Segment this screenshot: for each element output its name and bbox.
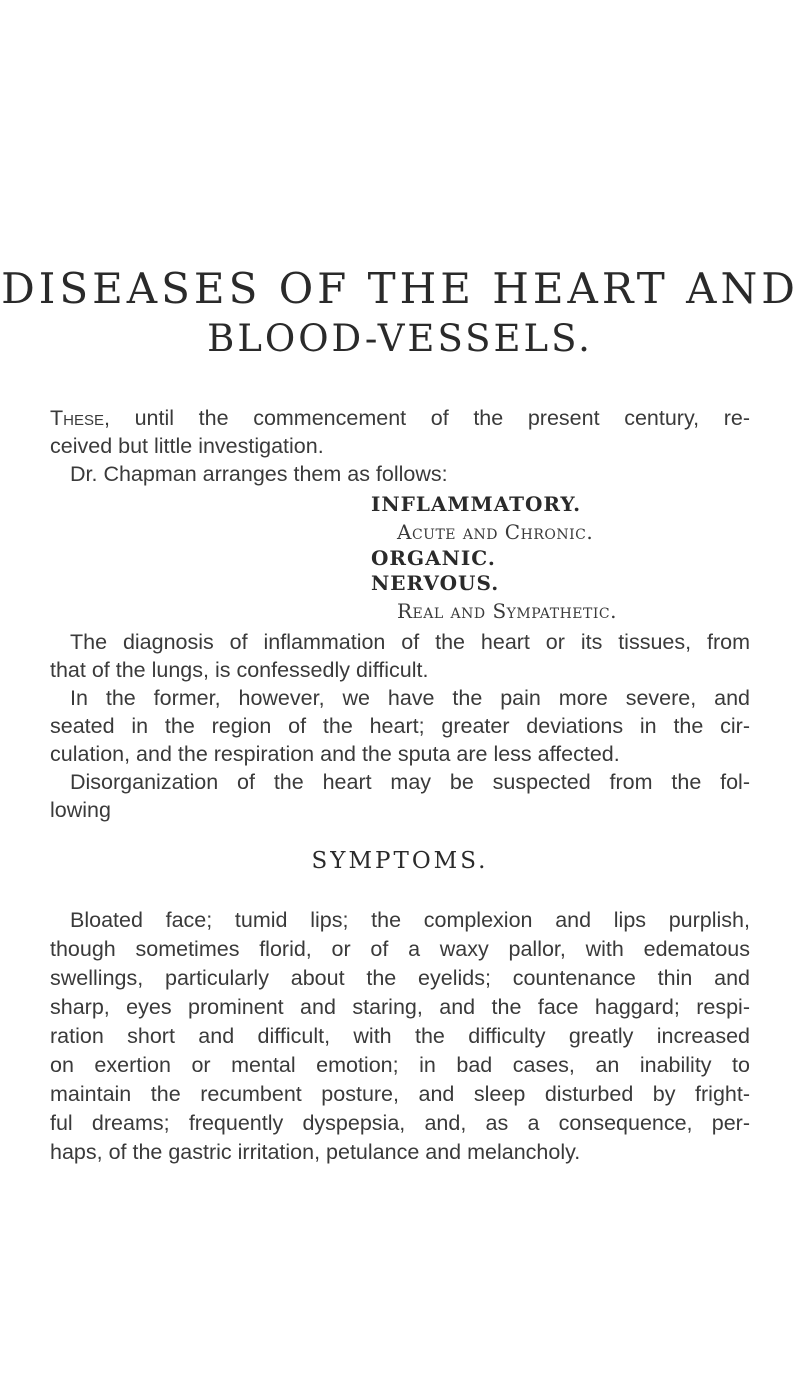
class-inflammatory: INFLAMMATORY. [371, 492, 582, 516]
diagnosis-line-1: The diagnosis of inflammation of the heart or its tissues, from [70, 630, 750, 654]
diagnosis-line-5: culation, and the respiration and the sputa are less affected. [50, 742, 620, 766]
intro-line-1-text: until the commencement of the present century, re- [109, 406, 750, 430]
class-nervous-sub: Real and Sympathetic. [397, 599, 617, 623]
diagnosis-line-2: that of the lungs, is confessedly difficult. [50, 658, 429, 682]
symptoms-heading: SYMPTOMS. [311, 848, 489, 874]
symptoms-line-2: though sometimes florid, or of a waxy pallor, with edematous [50, 937, 750, 961]
symptoms-line-5: ration short and difficult, with the difficulty greatly increased [50, 1024, 750, 1048]
symptoms-line-9: haps, of the gastric irritation, petulance and melancholy. [50, 1140, 581, 1164]
symptoms-line-3: swellings, particularly about the eyelids; countenance thin and [50, 966, 750, 990]
symptoms-line-8: ful dreams; frequently dyspepsia, and, as a consequence, per- [50, 1111, 750, 1135]
diagnosis-line-6: Disorganization of the heart may be suspected from the fol- [70, 770, 750, 794]
symptoms-line-1: Bloated face; tumid lips; the complexion and lips purplish, [70, 908, 750, 932]
symptoms-line-7: maintain the recumbent posture, and sleep disturbed by fright- [50, 1082, 750, 1106]
symptoms-line-6: on exertion or mental emotion; in bad cases, an inability to [50, 1053, 750, 1077]
intro-lead-word: These, [50, 406, 110, 430]
intro-line-2: ceived but little investigation. [50, 434, 324, 458]
diagnosis-line-4: seated in the region of the heart; greater deviations in the cir- [50, 714, 750, 738]
class-organic: ORGANIC. [371, 546, 496, 570]
page-title-line-2: BLOOD-VESSELS. [207, 317, 593, 360]
class-nervous: NERVOUS. [371, 571, 500, 595]
intro-line-1 [50, 404, 750, 432]
symptoms-line-4: sharp, eyes prominent and staring, and the face haggard; respi- [50, 995, 750, 1019]
page-title-line-1: DISEASES OF THE HEART AND [1, 264, 799, 313]
diagnosis-line-7: lowing [50, 798, 111, 822]
class-inflammatory-sub: Acute and Chronic. [397, 520, 594, 544]
diagnosis-line-3: In the former, however, we have the pain more severe, and [70, 686, 750, 710]
intro-line-3: Dr. Chapman arranges them as follows: [70, 462, 448, 486]
